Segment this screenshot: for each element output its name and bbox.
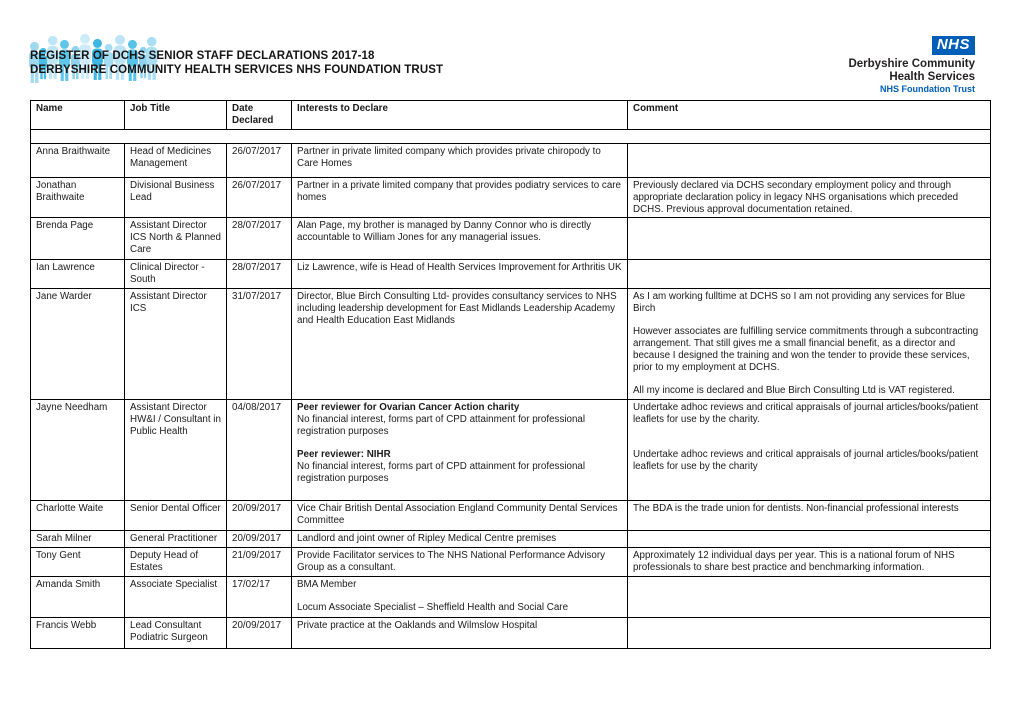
cell-interests	[292, 178, 628, 218]
cell-name: Brenda Page	[31, 218, 125, 260]
text-line	[633, 315, 985, 327]
text-line: Liz Lawrence, wife is Head of Health Services Improvement for Arthritis UK	[297, 262, 622, 274]
title-line-1: REGISTER OF DCHS SENIOR STAFF DECLARATIONS 2017-18	[30, 50, 375, 62]
cell-date-declared: 20/09/2017	[227, 531, 292, 548]
cell-comment	[628, 548, 991, 577]
cell-date-declared: 04/08/2017	[227, 400, 292, 501]
table-row	[31, 144, 991, 178]
table-row	[31, 400, 991, 501]
nhs-logo-icon: NHS	[932, 36, 975, 55]
cell-interests	[292, 576, 628, 617]
logo-org-name-line1: Derbyshire Community	[848, 58, 975, 70]
text-line: Locum Associate Specialist – Sheffield Health and Social Care	[297, 602, 569, 614]
cell-date-declared: 17/02/17	[227, 576, 292, 617]
cell-comment	[628, 218, 991, 260]
cell-interests	[292, 144, 628, 178]
logo-foundation-trust: NHS Foundation Trust	[880, 84, 975, 94]
cell-name: Jane Warder	[31, 288, 125, 399]
cell-comment	[628, 144, 991, 178]
cell-job-title: Assistant Director ICS	[125, 288, 227, 399]
cell-comment	[628, 617, 991, 648]
cell-comment	[628, 288, 991, 399]
table-row	[31, 576, 991, 617]
text-line: Previously declared via DCHS secondary employment policy and through appropriate declaration policy in legacy NHS organisations which preceded DCHS. Previous approval documentation retained.	[633, 180, 959, 215]
text-line: The BDA is the trade union for dentists. Non-financial professional interests	[633, 503, 959, 515]
title-line-2: DERBYSHIRE COMMUNITY HEALTH SERVICES NHS FOUNDATION TRUST	[30, 64, 444, 76]
text-line: No financial interest, forms part of CPD attainment for professional registration purposes	[297, 413, 586, 437]
text-line	[633, 374, 985, 386]
column-header-interests: Interests to Declare	[292, 101, 628, 130]
text-line: All my income is declared and Blue Birch Consulting Ltd is VAT registered.	[633, 385, 955, 397]
cell-name: Charlotte Waite	[31, 501, 125, 531]
cell-date-declared: 28/07/2017	[227, 260, 292, 289]
cell-name: Francis Webb	[31, 617, 125, 648]
text-line	[297, 438, 622, 450]
cell-interests	[292, 260, 628, 289]
cell-name: Anna Braithwaite	[31, 144, 125, 178]
table-row	[31, 548, 991, 577]
cell-name: Amanda Smith	[31, 576, 125, 617]
text-line: Vice Chair British Dental Association England Community Dental Services Committee	[297, 503, 618, 526]
cell-job-title: Lead Consultant Podiatric Surgeon	[125, 617, 227, 648]
cell-date-declared: 28/07/2017	[227, 218, 292, 260]
cell-comment	[628, 400, 991, 501]
text-line	[633, 438, 985, 450]
cell-interests	[292, 548, 628, 577]
cell-comment	[628, 501, 991, 531]
cell-name: Sarah Milner	[31, 531, 125, 548]
cell-name: Jonathan Braithwaite	[31, 178, 125, 218]
cell-name: Tony Gent	[31, 548, 125, 577]
spacer-row	[31, 130, 991, 144]
cell-job-title: Head of Medicines Management	[125, 144, 227, 178]
text-line: However associates are fulfilling service commitments through a subcontracting arrangement. That still gives me a small financial benefit, as a director and because I designed the training and won the tender to provide these services, prior to my employment at DCHS.	[633, 326, 979, 373]
cell-interests	[292, 400, 628, 501]
column-header-comment: Comment	[628, 101, 991, 130]
cell-comment	[628, 260, 991, 289]
table-row	[31, 617, 991, 648]
text-line: Peer reviewer for Ovarian Cancer Action charity	[297, 402, 520, 414]
text-line: No financial interest, forms part of CPD attainment for professional registration purposes	[297, 461, 586, 484]
text-line: Peer reviewer: NIHR	[297, 449, 391, 461]
cell-job-title: Assistant Director ICS North & Planned Care	[125, 218, 227, 260]
cell-comment	[628, 531, 991, 548]
text-line: Undertake adhoc reviews and critical appraisals of journal articles/books/patient leaflets for use by the charity.	[633, 402, 979, 425]
cell-job-title: Assistant Director HW&I / Consultant in Public Health	[125, 400, 227, 501]
cell-interests	[292, 617, 628, 648]
cell-interests	[292, 531, 628, 548]
spacer-cell	[31, 130, 991, 144]
logo-org-name-line2: Health Services	[889, 70, 975, 83]
cell-comment	[628, 576, 991, 617]
cell-job-title: General Practitioner	[125, 531, 227, 548]
text-line: As I am working fulltime at DCHS so I am not providing any services for Blue Birch	[633, 290, 966, 314]
column-header-name: Name	[31, 101, 125, 130]
table-row	[31, 531, 991, 548]
table-row	[31, 501, 991, 531]
cell-job-title: Associate Specialist	[125, 576, 227, 617]
text-line: Landlord and joint owner of Ripley Medical Centre premises	[297, 533, 557, 545]
text-line	[297, 591, 622, 603]
text-line: BMA Member	[297, 578, 357, 590]
cell-date-declared: 21/09/2017	[227, 548, 292, 577]
cell-job-title: Senior Dental Officer	[125, 501, 227, 531]
column-header-date-declared: Date Declared	[227, 101, 292, 130]
text-line: Partner in private limited company which provides private chiropody to Care Homes	[297, 146, 601, 169]
text-line: Provide Facilitator services to The NHS National Performance Advisory Group as a consultant.	[297, 550, 605, 573]
text-line: Private practice at the Oaklands and Wilmslow Hospital	[297, 619, 538, 631]
cell-date-declared: 26/07/2017	[227, 178, 292, 218]
text-line: Director, Blue Birch Consulting Ltd- provides consultancy services to NHS including leadership development for East Midlands Leadership Academy and Health Education East Midlands	[297, 290, 617, 326]
text-line	[633, 426, 985, 438]
declarations-table	[30, 100, 991, 649]
table-row	[31, 178, 991, 218]
cell-date-declared: 26/07/2017	[227, 144, 292, 178]
nhs-trust-logo	[848, 36, 975, 95]
cell-name: Jayne Needham	[31, 400, 125, 501]
table-row	[31, 260, 991, 289]
table-row	[31, 218, 991, 260]
table-header-row	[31, 101, 991, 130]
cell-job-title: Deputy Head of Estates	[125, 548, 227, 577]
cell-interests	[292, 288, 628, 399]
cell-job-title: Clinical Director - South	[125, 260, 227, 289]
cell-comment	[628, 178, 991, 218]
cell-date-declared: 20/09/2017	[227, 617, 292, 648]
table-row	[31, 288, 991, 399]
text-line: Undertake adhoc reviews and critical appraisals of journal articles/books/patient leaflets for use by the charity	[633, 449, 979, 473]
cell-job-title: Divisional Business Lead	[125, 178, 227, 218]
cell-date-declared: 31/07/2017	[227, 288, 292, 399]
page-title	[30, 49, 443, 77]
cell-date-declared: 20/09/2017	[227, 501, 292, 531]
text-line: Alan Page, my brother is managed by Danny Connor who is directly accountable to William Jones for any managerial issues.	[297, 220, 592, 244]
cell-interests	[292, 218, 628, 260]
text-line: Approximately 12 individual days per year. This is a national forum of NHS professionals to share best practice and benchmarking information.	[633, 550, 955, 573]
cell-interests	[292, 501, 628, 531]
text-line: Partner in a private limited company that provides podiatry services to care homes	[297, 180, 621, 203]
cell-name: Ian Lawrence	[31, 260, 125, 289]
column-header-job-title: Job Title	[125, 101, 227, 130]
